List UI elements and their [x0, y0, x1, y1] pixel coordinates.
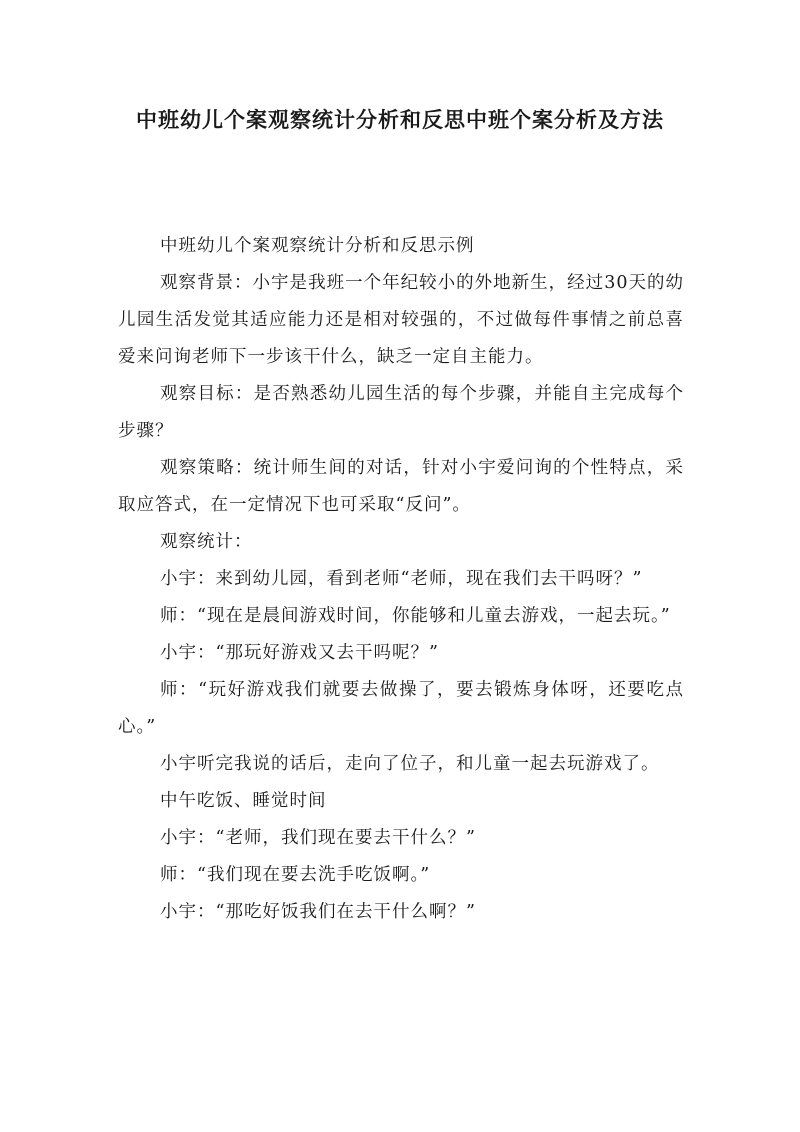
dialogue-line: 师：“现在是晨间游戏时间，你能够和儿童去游戏，一起去玩。”: [160, 606, 671, 626]
dialogue-line: 师：“玩好游戏我们就要去做操了，要去锻炼身体呀，还要吃点心。”: [118, 680, 684, 737]
paragraph-background: 观察背景：小宇是我班一个年纪较小的外地新生，经过30天的幼儿园生活发觉其适应能力还是相对较强的，不过做每件事情之前总喜爱来问询老师下一步该干什么，缺乏一定自主能力。: [118, 273, 684, 367]
dialogue-line: 小宇：来到幼儿园，看到老师“老师，现在我们去干吗呀？”: [160, 569, 643, 589]
document-title: 中班幼儿个案观察统计分析和反思中班个案分析及方法: [136, 107, 664, 132]
paragraph-record-heading: 观察统计：: [160, 532, 253, 552]
narration-line: 小宇听完我说的话后，走向了位子，和儿童一起去玩游戏了。: [160, 754, 660, 774]
dialogue-line: 小宇：“那玩好游戏又去干吗呢？”: [160, 643, 439, 663]
paragraph-subtitle: 中班幼儿个案观察统计分析和反思示例: [160, 236, 475, 256]
dialogue-line: 师：“我们现在要去洗手吃饭啊。”: [160, 865, 431, 885]
dialogue-line: 小宇：“那吃好饭我们在去干什么啊？”: [160, 902, 476, 922]
section-line: 中午吃饭、睡觉时间: [160, 791, 327, 811]
dialogue-line: 小宇：“老师，我们现在要去干什么？”: [160, 828, 476, 848]
paragraph-goal: 观察目标：是否熟悉幼儿园生活的每个步骤，并能自主完成每个步骤？: [118, 384, 684, 441]
paragraph-strategy: 观察策略：统计师生间的对话，针对小宇爱问询的个性特点，采取应答式，在一定情况下也可采取“反问”。: [118, 458, 684, 515]
document-body: [118, 228, 684, 931]
